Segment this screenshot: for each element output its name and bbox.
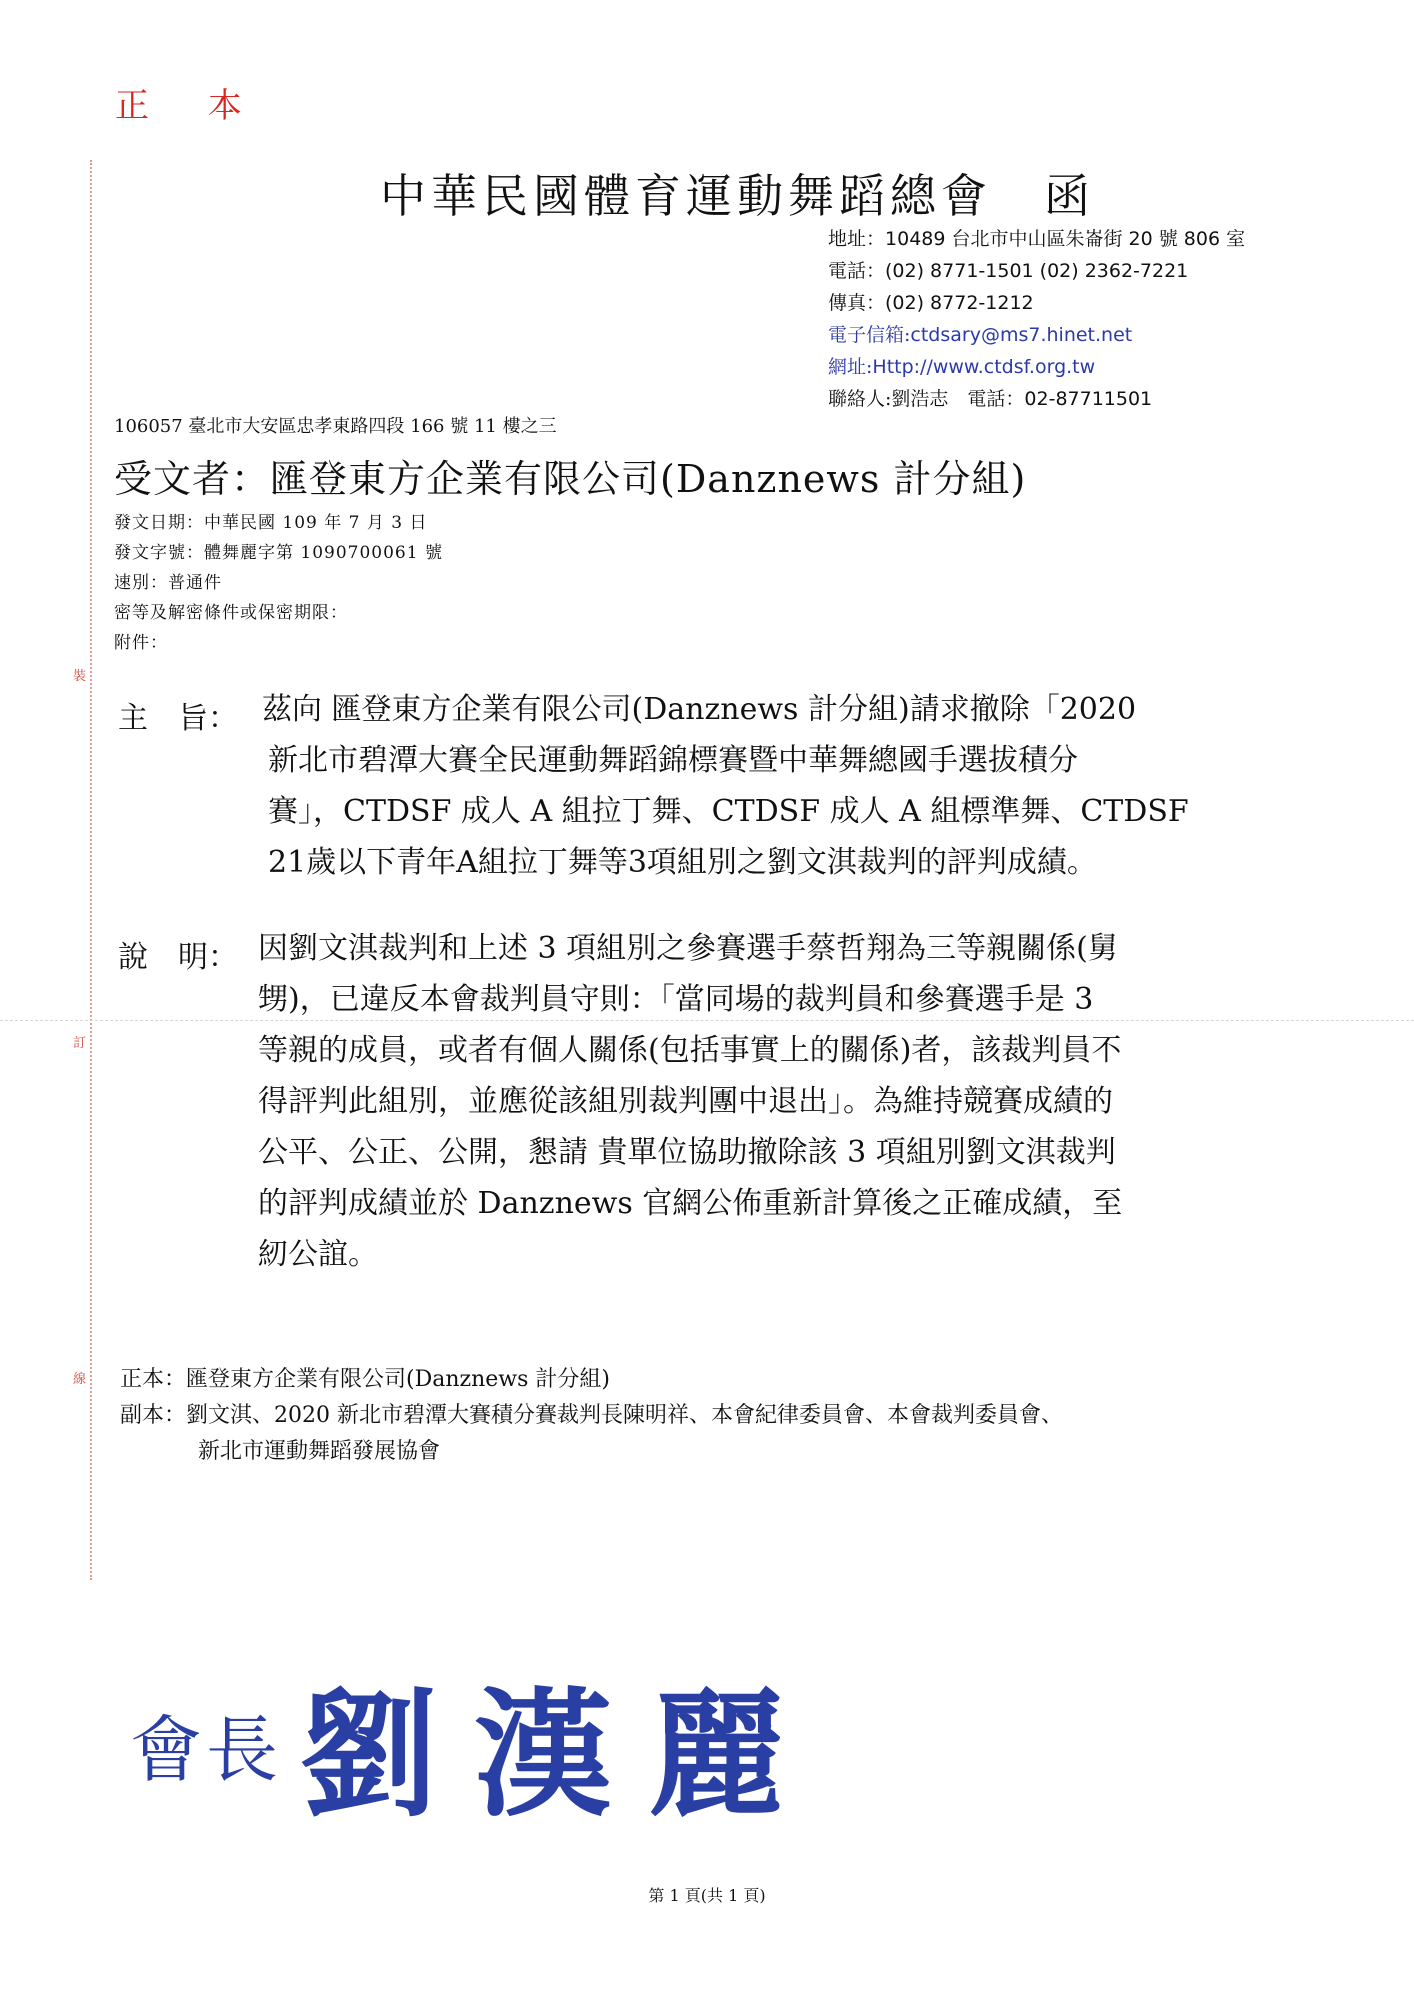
issue-date: 發文日期：中華民國 109 年 7 月 3 日: [114, 513, 428, 533]
binding-mark-xian: 線: [73, 1372, 87, 1387]
explanation-line: 公平、公正、公開，懇請 貴單位協助撤除該 3 項組別劉文淇裁判: [258, 1135, 1116, 1170]
contact-person: [828, 384, 1152, 411]
contact-value: 10489 台北市中山區朱崙街 20 號 806 室: [885, 228, 1246, 250]
seal-title: 會長: [130, 1708, 283, 1792]
explanation-line: 得評判此組別，並應從該組別裁判團中退出」。為維持競賽成績的: [258, 1084, 1113, 1119]
contact-label: 傳真：: [828, 292, 886, 314]
confidentiality: 密等及解密條件或保密期限：: [114, 603, 348, 623]
subject-line: 賽」，CTDSF 成人 A 組拉丁舞、CTDSF 成人 A 組標準舞、CTDSF: [268, 794, 1189, 829]
contact-phone: [828, 256, 1188, 283]
organization-name: 中華民國體育運動舞蹈總會: [380, 169, 992, 223]
contact-email: [828, 320, 1132, 347]
original-copy-stamp: 正 本: [115, 86, 266, 126]
urgency: 速別：普通件: [114, 573, 222, 593]
recipient-address: 106057 臺北市大安區忠孝東路四段 166 號 11 樓之三: [114, 416, 557, 437]
contact-label: 電子信箱:: [828, 324, 911, 346]
copy-recipients-cont: 新北市運動舞蹈發展協會: [198, 1439, 441, 1464]
contact-label: 聯絡人:: [828, 388, 892, 410]
seal-name: 劉漢麗: [300, 1673, 823, 1836]
binding-mark-zhuang: 裝: [73, 669, 87, 684]
subject-line: 新北市碧潭大賽全民運動舞蹈錦標賽暨中華舞總國手選拔積分: [268, 743, 1078, 778]
original-recipient: 正本：匯登東方企業有限公司(Danznews 計分組): [120, 1367, 610, 1392]
contact-value: (02) 8772-1212: [885, 292, 1034, 314]
recipient: 受文者：匯登東方企業有限公司(Danznews 計分組): [114, 457, 1027, 501]
attachments: 附件：: [114, 633, 168, 653]
explanation-label: 說 明：: [118, 940, 238, 975]
contact-label: 地址：: [828, 228, 886, 250]
contact-fax: [828, 288, 1034, 315]
president-seal: [130, 1645, 822, 1843]
binding-mark-ding: 訂: [73, 1036, 87, 1051]
subject-line: 21歲以下青年A組拉丁舞等3項組別之劉文淇裁判的評判成績。: [268, 845, 1097, 880]
contact-value: 劉浩志 電話：02-87711501: [891, 388, 1153, 410]
subject-label: 主 旨：: [118, 701, 238, 736]
contact-value: Http://www.ctdsf.org.tw: [872, 356, 1096, 378]
page-number: 第 1 頁(共 1 頁): [648, 1886, 766, 1905]
document-number: 發文字號：體舞麗字第 1090700061 號: [114, 543, 443, 563]
contact-label: 網址:: [828, 356, 873, 378]
explanation-line: 紉公誼。: [258, 1237, 378, 1272]
explanation-line: 的評判成績並於 Danznews 官網公佈重新計算後之正確成績，至: [258, 1186, 1123, 1221]
explanation-line: 等親的成員，或者有個人關係(包括事實上的關係)者，該裁判員不: [258, 1033, 1122, 1068]
contact-label: 電話：: [828, 260, 886, 282]
binding-line: [90, 160, 92, 1580]
document-type: 函: [1044, 169, 1095, 223]
contact-address: [828, 224, 1245, 251]
document-header: [380, 160, 1095, 226]
contact-website: [828, 352, 1095, 379]
explanation-line: 甥)，已違反本會裁判員守則：「當同場的裁判員和參賽選手是 3: [258, 982, 1094, 1017]
subject-line: 茲向 匯登東方企業有限公司(Danznews 計分組)請求撤除「2020: [262, 692, 1137, 727]
contact-value: (02) 8771-1501 (02) 2362-7221: [885, 260, 1189, 282]
copy-recipients: 副本：劉文淇、2020 新北市碧潭大賽積分賽裁判長陳明祥、本會紀律委員會、本會裁判委員會、: [120, 1403, 1063, 1428]
contact-value: ctdsary@ms7.hinet.net: [910, 324, 1133, 346]
explanation-line: 因劉文淇裁判和上述 3 項組別之參賽選手蔡哲翔為三等親關係(舅: [258, 931, 1118, 966]
